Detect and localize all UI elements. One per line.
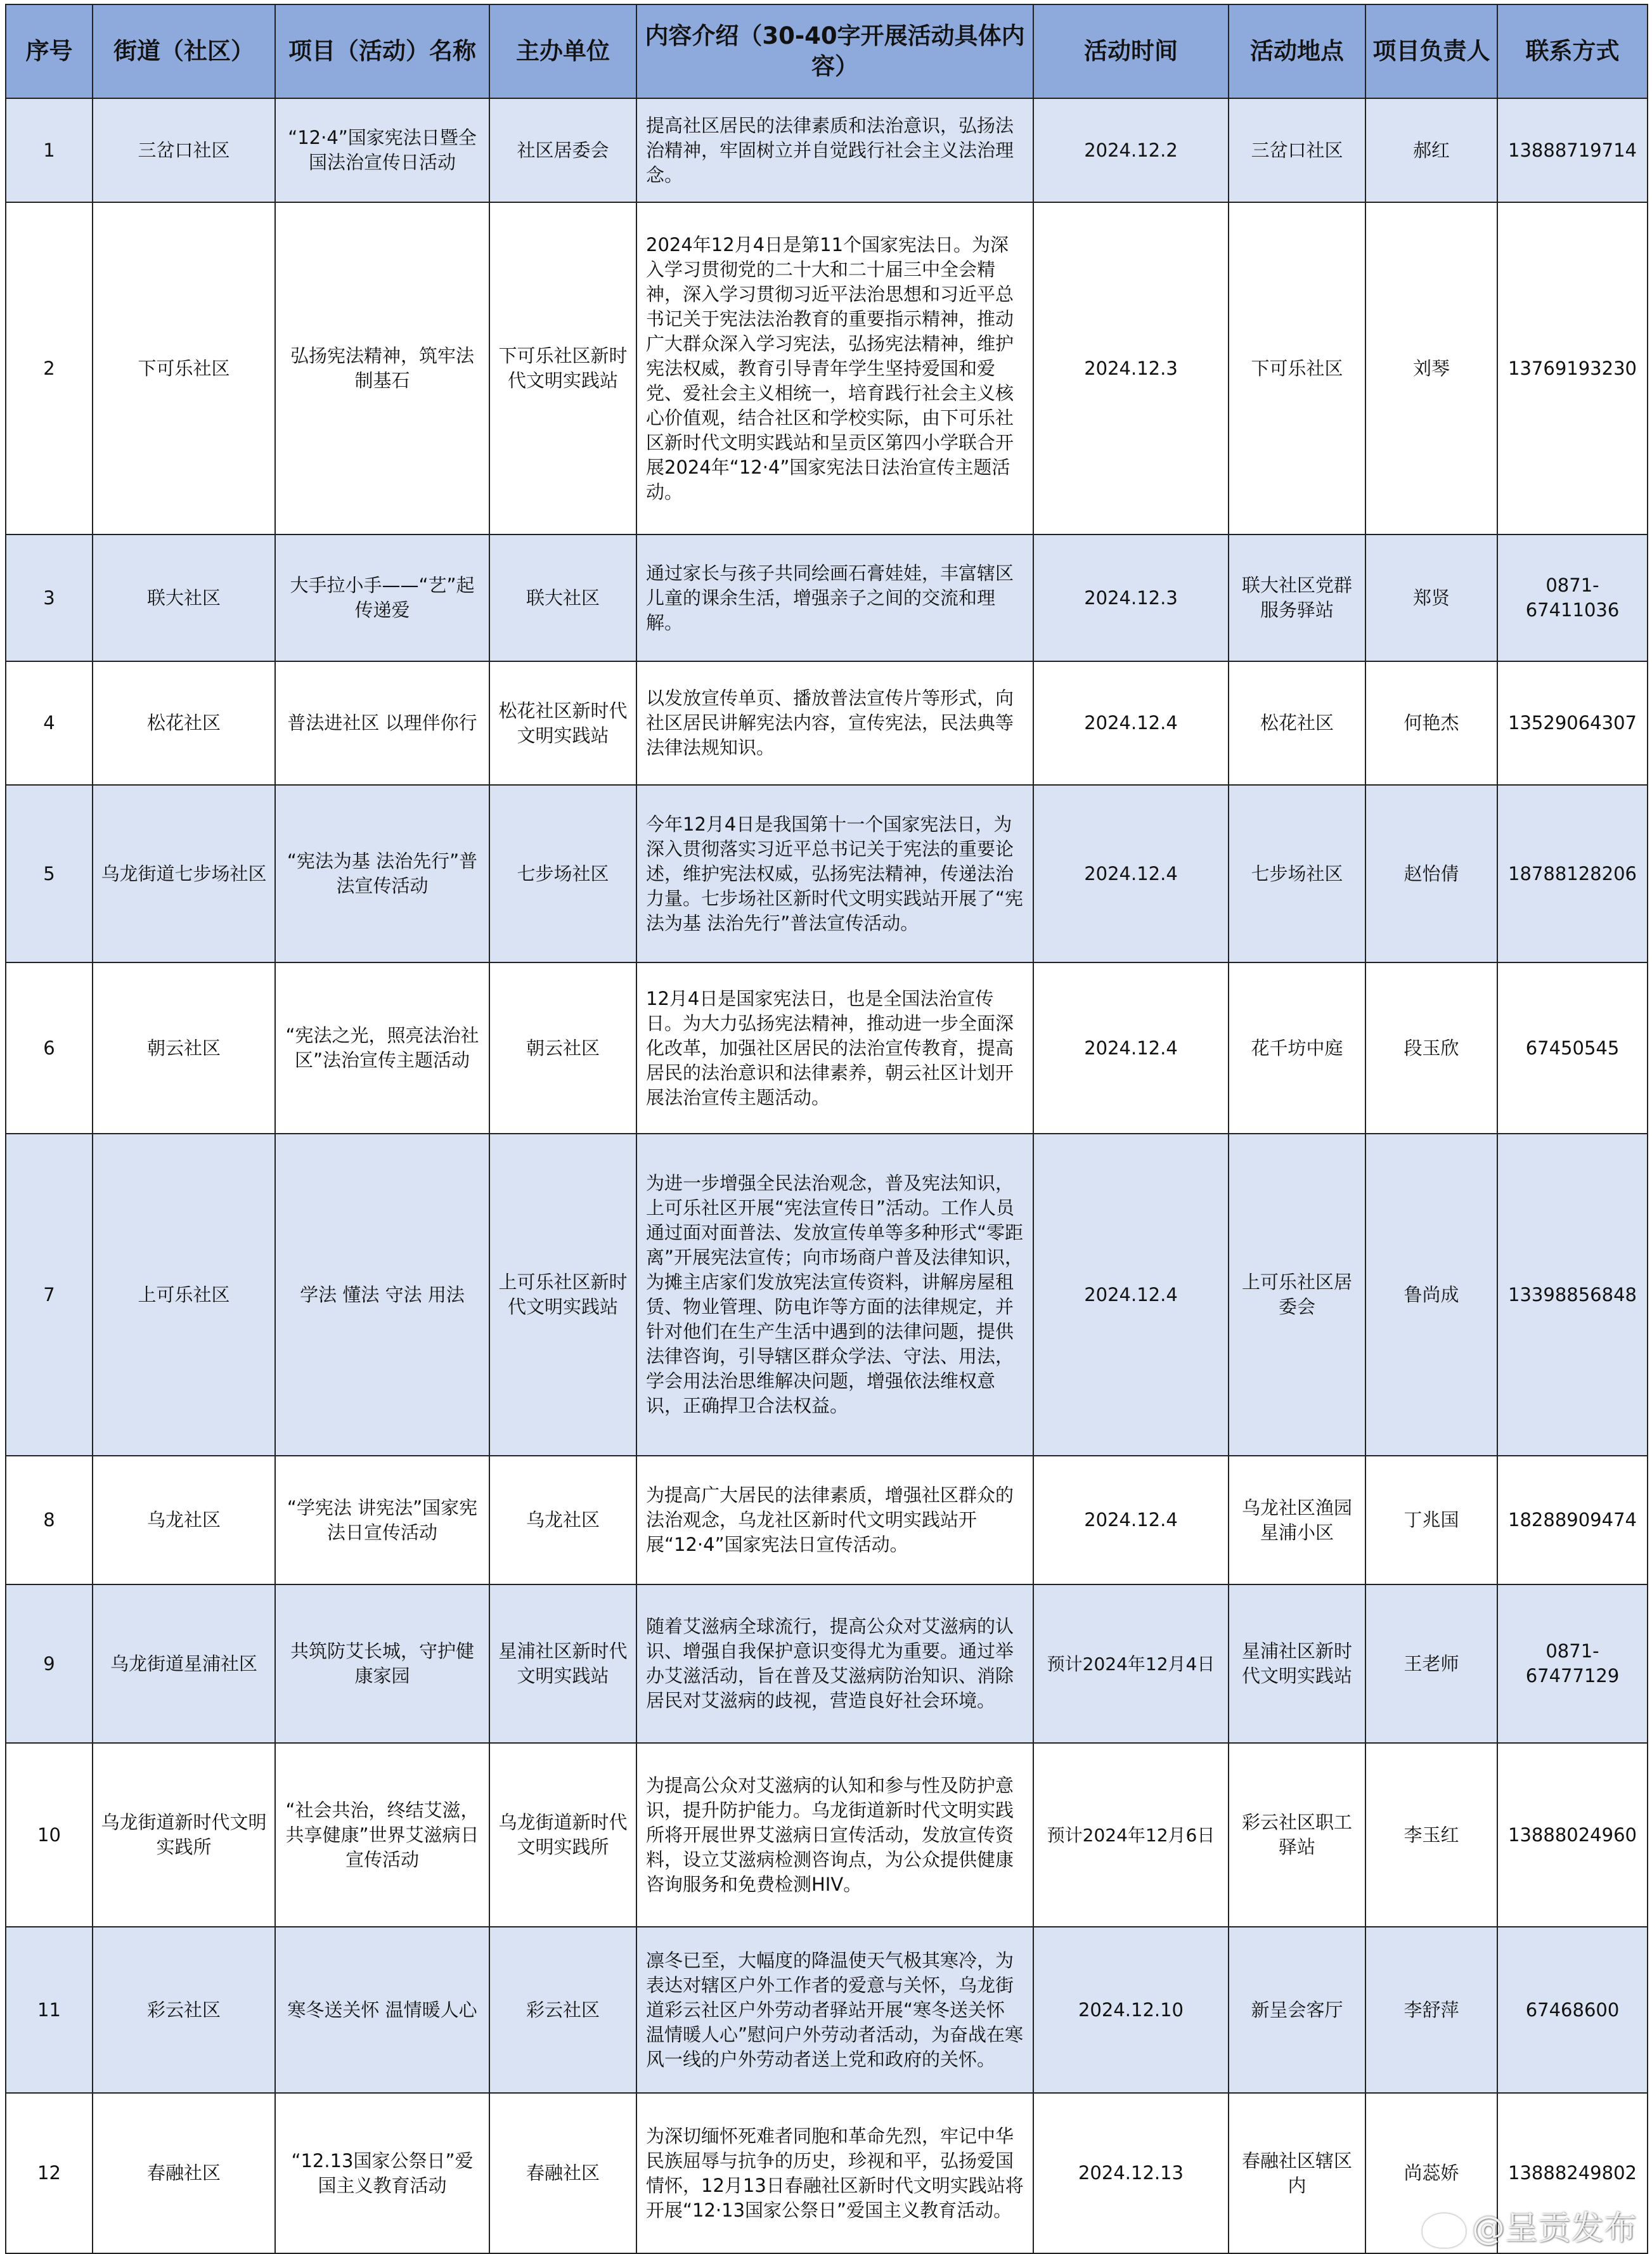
cell-contact: 0871-67477129: [1497, 1584, 1648, 1743]
col-header-date: 活动时间: [1033, 4, 1229, 98]
cell-street: 朝云社区: [93, 962, 275, 1134]
cell-desc: 为进一步增强全民法治观念，普及宪法知识，上可乐社区开展“宪法宣传日”活动。工作人员通过面对面普法、发放宣传单等多种形式“零距离”开展宪法宣传；向市场商户普及法律知识，为摊主店家们发放宪法宣传资料，讲解房屋租赁、物业管理、防电诈等方面的法律规定，并针对他们在生产生活中遇到的法律问题，提供法律咨询，引导辖区群众学法、守法、用法，学会用法治思维解决问题，增强依法维权意识，正确捍卫合法权益。: [636, 1134, 1033, 1456]
cell-desc: 随着艾滋病全球流行，提高公众对艾滋病的认识、增强自我保护意识变得尤为重要。通过举办艾滋活动，旨在普及艾滋病防治知识、消除居民对艾滋病的歧视，营造良好社会环境。: [636, 1584, 1033, 1743]
cell-place: 新呈会客厅: [1229, 1927, 1365, 2093]
watermark-text: @呈贡发布: [1471, 2210, 1637, 2248]
cell-desc: 提高社区居民的法律素质和法治意识，弘扬法治精神，牢固树立并自觉践行社会主义法治理念。: [636, 98, 1033, 202]
cell-org: 星浦社区新时代文明实践站: [489, 1584, 636, 1743]
cell-no: 2: [6, 202, 93, 534]
col-header-desc: 内容介绍（30-40字开展活动具体内容）: [636, 4, 1033, 98]
cell-lead: 郝红: [1365, 98, 1497, 202]
cell-place: 下可乐社区: [1229, 202, 1365, 534]
cell-date: 2024.12.13: [1033, 2093, 1229, 2253]
header-row: [6, 4, 1648, 98]
cell-no: 11: [6, 1927, 93, 2093]
col-header-name: 项目（活动）名称: [275, 4, 489, 98]
cell-contact: 13529064307: [1497, 661, 1648, 785]
cell-date: 2024.12.4: [1033, 1134, 1229, 1456]
cell-lead: 段玉欣: [1365, 962, 1497, 1134]
cell-org: 乌龙社区: [489, 1456, 636, 1584]
col-header-org: 主办单位: [489, 4, 636, 98]
cell-name: 大手拉小手——“艺”起传递爱: [275, 534, 489, 661]
cell-street: 松花社区: [93, 661, 275, 785]
cell-contact: 13888024960: [1497, 1743, 1648, 1927]
cell-org: 朝云社区: [489, 962, 636, 1134]
table-row: [6, 785, 1648, 962]
cell-street: 春融社区: [93, 2093, 275, 2253]
cell-lead: 李玉红: [1365, 1743, 1497, 1927]
cell-contact: 0871-67411036: [1497, 534, 1648, 661]
cell-name: “12·4”国家宪法日暨全国法治宣传日活动: [275, 98, 489, 202]
col-header-street: 街道（社区）: [93, 4, 275, 98]
cell-lead: 郑贤: [1365, 534, 1497, 661]
table-row: [6, 98, 1648, 202]
cell-date: 预计2024年12月4日: [1033, 1584, 1229, 1743]
cell-street: 乌龙街道新时代文明实践所: [93, 1743, 275, 1927]
cell-org: 下可乐社区新时代文明实践站: [489, 202, 636, 534]
cell-lead: 鲁尚成: [1365, 1134, 1497, 1456]
col-header-place: 活动地点: [1229, 4, 1365, 98]
watermark: [1423, 2201, 1637, 2249]
weibo-logo-icon: [1423, 2213, 1466, 2248]
cell-org: 七步场社区: [489, 785, 636, 962]
cell-org: 社区居委会: [489, 98, 636, 202]
table-row: [6, 534, 1648, 661]
table-row: [6, 2093, 1648, 2253]
cell-desc: 以发放宣传单页、播放普法宣传片等形式，向社区居民讲解宪法内容，宣传宪法，民法典等法律法规知识。: [636, 661, 1033, 785]
cell-contact: 67468600: [1497, 1927, 1648, 2093]
table-row: [6, 1927, 1648, 2093]
cell-contact: 18788128206: [1497, 785, 1648, 962]
col-header-lead: 项目负责人: [1365, 4, 1497, 98]
cell-desc: 为提高公众对艾滋病的认知和参与性及防护意识，提升防护能力。乌龙街道新时代文明实践所将开展世界艾滋病日宣传活动，发放宣传资料，设立艾滋病检测咨询点，为公众提供健康咨询服务和免费检测HIV。: [636, 1743, 1033, 1927]
cell-contact: 13398856848: [1497, 1134, 1648, 1456]
cell-contact: 18288909474: [1497, 1456, 1648, 1584]
table-row: [6, 962, 1648, 1134]
cell-no: 3: [6, 534, 93, 661]
cell-desc: 通过家长与孩子共同绘画石膏娃娃，丰富辖区儿童的课余生活，增强亲子之间的交流和理解。: [636, 534, 1033, 661]
cell-street: 联大社区: [93, 534, 275, 661]
cell-date: 2024.12.3: [1033, 202, 1229, 534]
cell-street: 下可乐社区: [93, 202, 275, 534]
activity-table: [5, 4, 1648, 2254]
cell-lead: 赵怡倩: [1365, 785, 1497, 962]
cell-desc: 今年12月4日是我国第十一个国家宪法日，为深入贯彻落实习近平总书记关于宪法的重要论述，维护宪法权威，弘扬宪法精神，传递法治力量。七步场社区新时代文明实践站开展了“宪法为基 法治先行”普法宣传活动。: [636, 785, 1033, 962]
cell-contact: 13888719714: [1497, 98, 1648, 202]
cell-name: “宪法之光，照亮法治社区”法治宣传主题活动: [275, 962, 489, 1134]
cell-no: 10: [6, 1743, 93, 1927]
cell-place: 星浦社区新时代文明实践站: [1229, 1584, 1365, 1743]
cell-desc: 为深切缅怀死难者同胞和革命先烈，牢记中华民族屈辱与抗争的历史，珍视和平，弘扬爱国情怀，12月13日春融社区新时代文明实践站将开展“12·13国家公祭日”爱国主义教育活动。: [636, 2093, 1033, 2253]
cell-lead: 尚蕊娇: [1365, 2093, 1497, 2253]
cell-name: “社会共治，终结艾滋，共享健康”世界艾滋病日宣传活动: [275, 1743, 489, 1927]
cell-lead: 刘琴: [1365, 202, 1497, 534]
table-row: [6, 1584, 1648, 1743]
cell-no: 4: [6, 661, 93, 785]
cell-desc: 为提高广大居民的法律素质，增强社区群众的法治观念，乌龙社区新时代文明实践站开展“12·4”国家宪法日宣传活动。: [636, 1456, 1033, 1584]
cell-date: 2024.12.10: [1033, 1927, 1229, 2093]
cell-no: 6: [6, 962, 93, 1134]
cell-date: 2024.12.3: [1033, 534, 1229, 661]
cell-place: 松花社区: [1229, 661, 1365, 785]
cell-org: 联大社区: [489, 534, 636, 661]
col-header-contact: 联系方式: [1497, 4, 1648, 98]
cell-contact: 13769193230: [1497, 202, 1648, 534]
cell-no: 9: [6, 1584, 93, 1743]
cell-date: 2024.12.4: [1033, 661, 1229, 785]
cell-org: 上可乐社区新时代文明实践站: [489, 1134, 636, 1456]
cell-no: 5: [6, 785, 93, 962]
cell-street: 上可乐社区: [93, 1134, 275, 1456]
cell-name: “12.13国家公祭日”爱国主义教育活动: [275, 2093, 489, 2253]
cell-name: “宪法为基 法治先行”普法宣传活动: [275, 785, 489, 962]
cell-date: 2024.12.4: [1033, 962, 1229, 1134]
cell-place: 联大社区党群服务驿站: [1229, 534, 1365, 661]
cell-org: 松花社区新时代文明实践站: [489, 661, 636, 785]
cell-place: 花千坊中庭: [1229, 962, 1365, 1134]
cell-no: 8: [6, 1456, 93, 1584]
cell-place: 上可乐社区居委会: [1229, 1134, 1365, 1456]
cell-org: 彩云社区: [489, 1927, 636, 2093]
cell-date: 2024.12.4: [1033, 1456, 1229, 1584]
cell-desc: 凛冬已至，大幅度的降温使天气极其寒冷，为表达对辖区户外工作者的爱意与关怀，乌龙街道彩云社区户外劳动者驿站开展“寒冬送关怀 温情暖人心”慰问户外劳动者活动，为奋战在寒风一线的户外劳动者送上党和政府的关怀。: [636, 1927, 1033, 2093]
cell-name: “学宪法 讲宪法”国家宪法日宣传活动: [275, 1456, 489, 1584]
table-row: [6, 202, 1648, 534]
cell-contact: 67450545: [1497, 962, 1648, 1134]
cell-name: 共筑防艾长城，守护健康家园: [275, 1584, 489, 1743]
cell-contact: 13888249802: [1497, 2093, 1648, 2253]
cell-name: 弘扬宪法精神，筑牢法制基石: [275, 202, 489, 534]
cell-name: 寒冬送关怀 温情暖人心: [275, 1927, 489, 2093]
cell-street: 彩云社区: [93, 1927, 275, 2093]
table-row: [6, 1743, 1648, 1927]
table-row: [6, 661, 1648, 785]
cell-org: 乌龙街道新时代文明实践所: [489, 1743, 636, 1927]
cell-no: 1: [6, 98, 93, 202]
cell-street: 乌龙社区: [93, 1456, 275, 1584]
cell-place: 三岔口社区: [1229, 98, 1365, 202]
cell-place: 春融社区辖区内: [1229, 2093, 1365, 2253]
table-row: [6, 1456, 1648, 1584]
cell-desc: 2024年12月4日是第11个国家宪法日。为深入学习贯彻党的二十大和二十届三中全会精神，深入学习贯彻习近平法治思想和习近平总书记关于宪法法治教育的重要指示精神，推动广大群众深入学习宪法，弘扬宪法精神，维护宪法权威，教育引导青年学生坚持爱国和爱党、爱社会主义相统一，培育践行社会主义核心价值观，结合社区和学校实际，由下可乐社区新时代文明实践站和呈贡区第四小学联合开展2024年“12·4”国家宪法日法治宣传主题活动。: [636, 202, 1033, 534]
cell-street: 乌龙街道星浦社区: [93, 1584, 275, 1743]
col-header-no: 序号: [6, 4, 93, 98]
cell-street: 三岔口社区: [93, 98, 275, 202]
cell-name: 学法 懂法 守法 用法: [275, 1134, 489, 1456]
cell-place: 七步场社区: [1229, 785, 1365, 962]
cell-street: 乌龙街道七步场社区: [93, 785, 275, 962]
cell-lead: 李舒萍: [1365, 1927, 1497, 2093]
cell-place: 乌龙社区渔园星浦小区: [1229, 1456, 1365, 1584]
cell-date: 预计2024年12月6日: [1033, 1743, 1229, 1927]
cell-lead: 何艳杰: [1365, 661, 1497, 785]
table-row: [6, 1134, 1648, 1456]
cell-lead: 丁兆国: [1365, 1456, 1497, 1584]
cell-no: 7: [6, 1134, 93, 1456]
cell-lead: 王老师: [1365, 1584, 1497, 1743]
cell-place: 彩云社区职工驿站: [1229, 1743, 1365, 1927]
cell-desc: 12月4日是国家宪法日，也是全国法治宣传日。为大力弘扬宪法精神，推动进一步全面深化改革，加强社区居民的法治宣传教育，提高居民的法治意识和法律素养，朝云社区计划开展法治宣传主题活动。: [636, 962, 1033, 1134]
cell-org: 春融社区: [489, 2093, 636, 2253]
cell-no: 12: [6, 2093, 93, 2253]
cell-date: 2024.12.2: [1033, 98, 1229, 202]
cell-date: 2024.12.4: [1033, 785, 1229, 962]
cell-name: 普法进社区 以理伴你行: [275, 661, 489, 785]
